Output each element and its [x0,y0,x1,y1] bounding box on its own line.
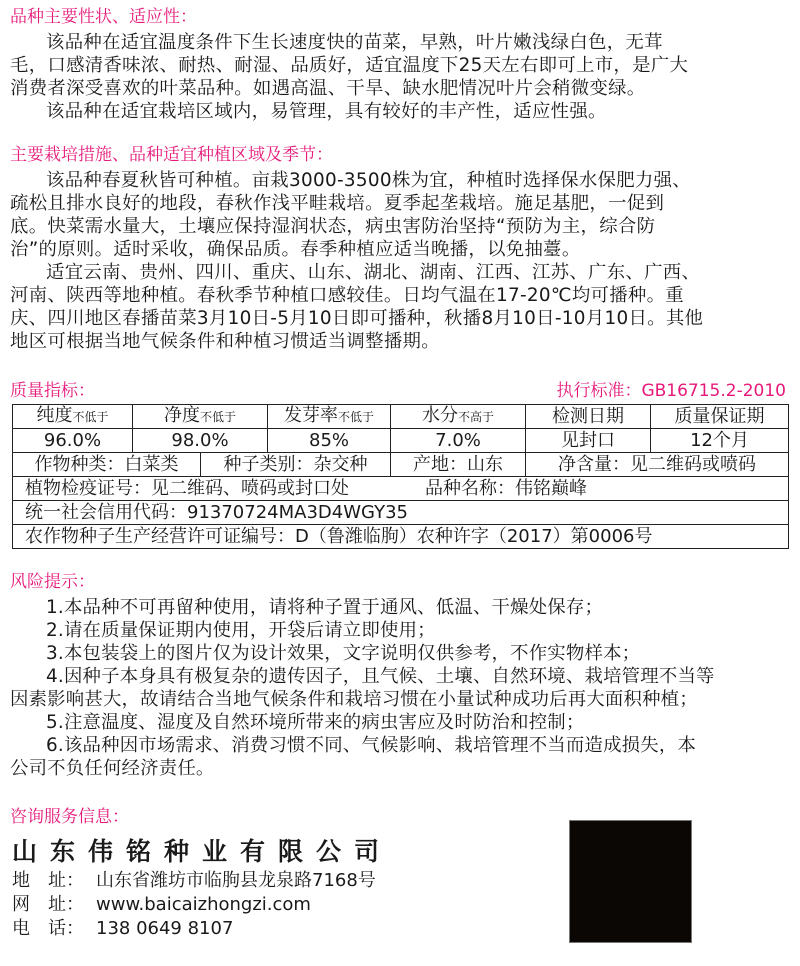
phone-row [12,918,233,940]
list-item: 4.因种子本身具有极复杂的遗传因子，且气候、土壤、自然环境、栽培管理不当等 [46,666,715,687]
value-warranty-period: 12个月 [651,429,789,453]
value-moisture: 7.0% [391,429,526,453]
table-row [13,477,789,501]
header-moisture: 水分不高于 [391,405,526,429]
cultivation-paragraph [10,169,790,353]
value-germination: 85% [268,429,391,453]
list-item: 5.注意温度、湿度及自然环境所带来的病虫害应及时防治和控制； [46,712,585,733]
text-line: 适宜云南、贵州、四川、重庆、山东、湖北、湖南、江西、江苏、广东、广西、 [46,262,701,283]
variety-name: 品种名称：伟铭巅峰 [425,477,587,499]
header-germination: 发芽率不低于 [268,405,391,429]
text-line: 消费者深受喜欢的叶菜品种。如遇高温、干旱、缺水肥情况叶片会稍微变绿。 [10,78,646,99]
text-line: 该品种在适宜温度条件下生长速度快的苗菜，早熟，叶片嫩浅绿白色，无茸 [46,32,663,53]
value-cleanliness: 98.0% [133,429,268,453]
list-item: 1.本品种不可再留种使用，请将种子置于通风、低温、干燥处保存； [46,597,604,618]
qr-code-block [569,820,692,943]
header-warranty-period: 质量保证期 [651,405,789,429]
address-label: 地 址： [12,870,84,891]
license-number: 农作物种子生产经营许可证编号：D（鲁潍临朐）农种许字（2017）第0006号 [13,525,789,549]
address-value: 山东省潍坊市临朐县龙泉路7168号 [96,870,376,891]
section-title-quality: 质量指标： [10,381,95,401]
text-line: 该品种在适宜栽培区域内，易管理，具有较好的丰产性，适应性强。 [46,101,607,122]
phone-value: 138 0649 8107 [96,918,234,939]
quarantine-and-variety [13,477,789,501]
text-line: 底。快菜需水量大，土壤应保持湿润状态，病虫害防治坚持“预防为主，综合防 [10,216,656,237]
header-purity: 纯度不低于 [13,405,133,429]
execution-standard: 执行标准：GB16715.2-2010 [556,381,786,401]
website-row [12,894,311,916]
text-line: 地区可根据当地气候条件和种植习惯适当调整播期。 [10,331,440,352]
table-row [13,525,789,549]
origin: 产地：山东 [391,453,526,477]
text-line: 治”的原则。适时采收，确保品质。春季种植应适当晚播，以免抽薹。 [10,239,581,260]
section-title-cultivation: 主要栽培措施、品种适宜种植区域及季节： [10,145,333,165]
traits-paragraph [10,31,790,123]
phone-label: 电 话： [12,918,84,939]
table-row [13,453,789,477]
seed-type: 种子类别：杂交种 [201,453,391,477]
table-values-row [13,429,789,453]
header-cleanliness: 净度不低于 [133,405,268,429]
crop-type: 作物种类：白菜类 [13,453,201,477]
company-name: 山东伟铭种业有限公司 [12,837,393,866]
list-item: 6.该品种因市场需求、消费习惯不同、气候影响、栽培管理不当而造成损失，本 [46,735,697,756]
table-row [13,501,789,525]
quarantine-number: 植物检疫证号：见二维码、喷码或封口处 [25,477,349,499]
value-purity: 96.0% [13,429,133,453]
list-item-continued: 因素影响甚大，故请结合当地气候条件和栽培习惯在小量试种成功后再大面积种植； [10,689,698,710]
website-link[interactable]: www.baicaizhongzi.com [96,894,311,915]
text-line: 毛，口感清香味浓、耐热、耐湿、品质好，适宜温度下25天左右即可上市，是广大 [10,55,689,76]
text-line: 河南、陕西等地种植。春秋季节种植口感较佳。日均气温在17-20℃均可播种。重 [10,285,684,306]
text-line: 疏松且排水良好的地段，春秋作浅平畦栽培。夏季起垄栽培。施足基肥，一促到 [10,193,665,214]
quality-table [12,404,789,549]
list-item: 3.本包装袋上的图片仅为设计效果，文字说明仅供参考，不作实物样本； [46,643,641,664]
section-title-risk: 风险提示： [10,572,95,592]
section-title-contact: 咨询服务信息： [10,807,129,827]
table-header-row [13,405,789,429]
net-content: 净含量：见二维码或喷码 [526,453,789,477]
website-label: 网 址： [12,894,84,915]
credit-code: 统一社会信用代码：91370724MA3D4WGY35 [13,501,789,525]
list-item-continued: 公司不负任何经济责任。 [10,758,215,779]
text-line: 庆、四川地区春播苗菜3月10日-5月10日即可播种，秋播8月10日-10月10日。其他 [10,308,704,329]
risk-list [10,596,790,780]
header-test-date: 检测日期 [526,405,651,429]
address-row [12,870,376,892]
section-title-traits: 品种主要性状、适应性： [10,7,197,27]
text-line: 该品种春夏秋皆可种植。亩栽3000-3500株为宜，种植时选择保水保肥力强、 [46,170,691,191]
list-item: 2.请在质量保证期内使用，开袋后请立即使用； [46,620,436,641]
value-test-date: 见封口 [526,429,651,453]
